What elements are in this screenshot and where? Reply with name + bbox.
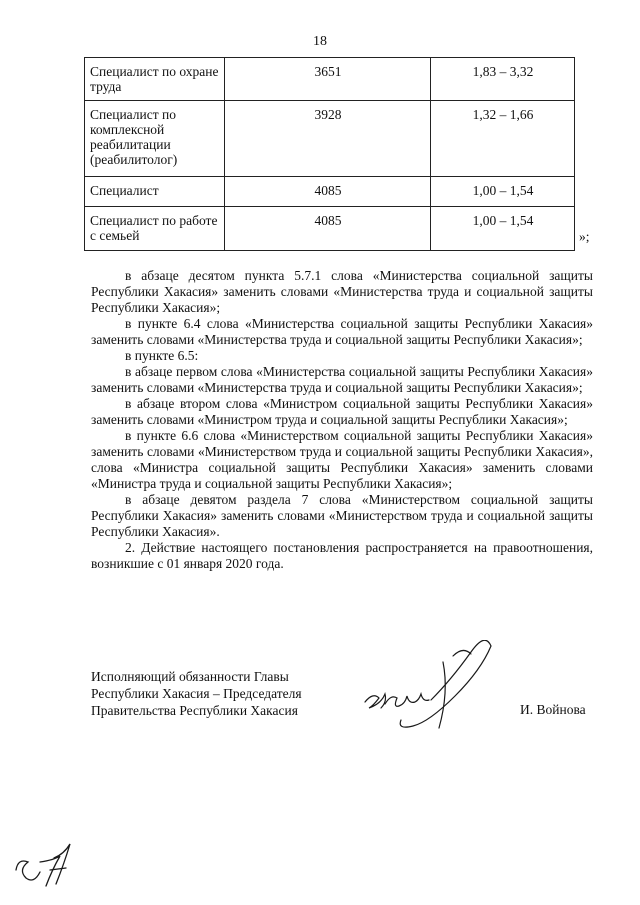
table-row [85,101,575,177]
page-number: 18 [313,34,327,49]
paragraph: 2. Действие настоящего постановления распространяется на правоотношения, возникшие с 01 января 2020 года. [91,540,593,571]
paragraph: в пункте 6.4 слова «Министерства социальной защиты Республики Хакасия» заменить словами «Министерства труда и социальной защиты Республики Хакасия»; [91,316,593,347]
code-cell: 3651 [225,58,431,101]
amendments-text [91,268,593,572]
table-closing-quote: »; [579,229,590,244]
table-row [85,58,575,101]
range-cell: 1,00 – 1,54 [431,207,575,251]
signatory-title-line: Правительства Республики Хакасия [91,703,298,718]
handwritten-signature [335,640,505,740]
range-cell: 1,00 – 1,54 [431,177,575,207]
handwritten-mark [10,840,85,895]
range-cell: 1,32 – 1,66 [431,101,575,177]
position-cell: Специалист по работе с семьей [85,207,225,251]
code-cell: 4085 [225,207,431,251]
paragraph: в пункте 6.6 слова «Министерством социальной защиты Республики Хакасия» заменить словами «Министерством труда и социальной защиты Республики Хакасия», слова «Министра социальной защиты Республики Хакасия» заменить словами «Министра труда и социальной защиты Республики Хакасия»; [91,428,593,491]
paragraph: в пункте 6.5: [125,348,199,363]
signer-name: И. Войнова [520,702,586,717]
position-cell: Специалист по охране труда [85,58,225,101]
signatory-title-line: Республики Хакасия – Председателя [91,686,302,701]
signatory-title-line: Исполняющий обязанности Главы [91,669,289,684]
range-cell: 1,83 – 3,32 [431,58,575,101]
paragraph: в абзаце десятом пункта 5.7.1 слова «Министерства социальной защиты Республики Хакасия» заменить словами «Министерства труда и социальной защиты Республики Хакасия»; [91,268,593,315]
paragraph: в абзаце девятом раздела 7 слова «Министерством социальной защиты Республики Хакасия» заменить словами «Министерством труда и социальной защиты Республики Хакасия». [91,492,593,539]
staff-table [84,57,575,251]
position-cell: Специалист по комплексной реабилитации (реабилитолог) [85,101,225,177]
position-cell: Специалист [85,177,225,207]
signatory-title [91,668,302,719]
table-row [85,207,575,251]
paragraph: в абзаце втором слова «Министром социальной защиты Республики Хакасия» заменить словами «Министром труда и социальной защиты Республики Хакасия»; [91,396,593,427]
paragraph: в абзаце первом слова «Министерства социальной защиты Республики Хакасия» заменить словами «Министерства труда и социальной защиты Республики Хакасия»; [91,364,593,395]
code-cell: 3928 [225,101,431,177]
table-row [85,177,575,207]
code-cell: 4085 [225,177,431,207]
